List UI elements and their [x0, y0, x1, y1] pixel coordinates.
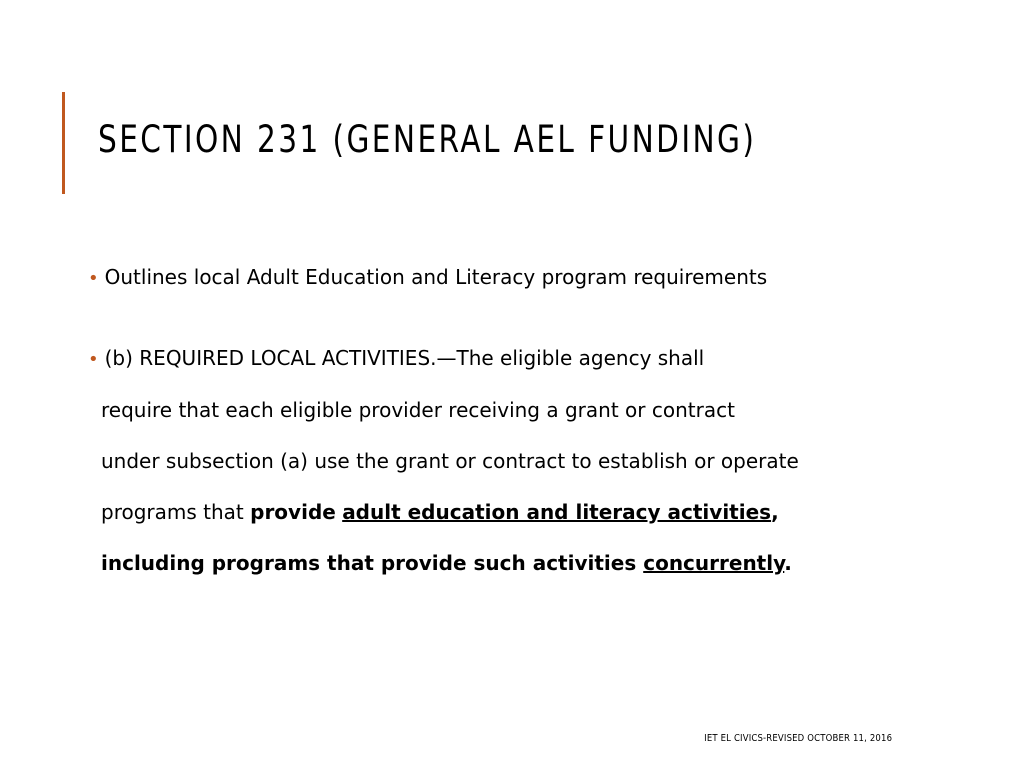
emphasis-including: including programs that provide such activities: [101, 551, 644, 575]
title-accent-bar: [62, 92, 65, 194]
bullet-line-4: programs that provide adult education and literacy activities,: [101, 500, 779, 524]
emphasis-adult-education: adult education and literacy activities: [342, 500, 772, 524]
bullet-line-2: require that each eligible provider receiving a grant or contract: [101, 398, 735, 422]
bullet-line-5: including programs that provide such activities concurrently.: [101, 551, 792, 575]
emphasis-concurrently: concurrently: [643, 551, 785, 575]
slide-title: SECTION 231 (GENERAL AEL FUNDING): [98, 118, 757, 161]
emphasis-provide: provide: [250, 500, 336, 524]
bullet-item-outlines: [88, 252, 948, 304]
bullet-item-required-local-activities: [88, 333, 948, 589]
bullet-dot-icon: •: [88, 268, 99, 289]
slide-footer: IET EL CIVICS-REVISED OCTOBER 11, 2016: [704, 733, 892, 744]
bullet-dot-icon: •: [88, 349, 99, 370]
bullet-line-3: under subsection (a) use the grant or contract to establish or operate: [101, 449, 799, 473]
bullet-line-1: • (b) REQUIRED LOCAL ACTIVITIES.—The eligible agency shall: [88, 346, 705, 370]
bullet-text: Outlines local Adult Education and Literacy program requirements: [104, 265, 768, 289]
